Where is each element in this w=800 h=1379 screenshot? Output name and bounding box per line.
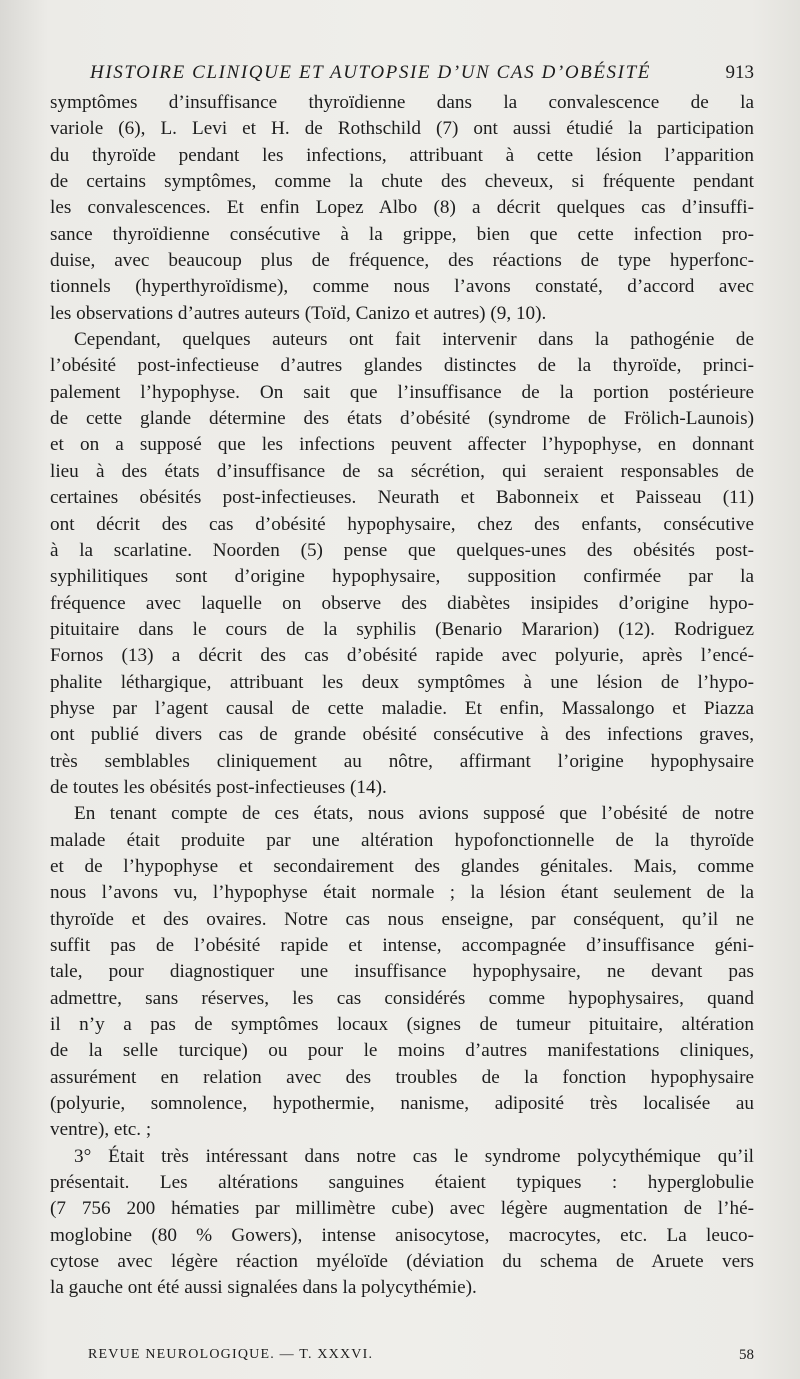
text-line: admettre, sans réserves, les cas considérés comme hypophysaires, quand — [50, 987, 754, 1009]
text-line: tale, pour diagnostiquer une insuffisance hypophysaire, ne devant pas — [50, 961, 754, 983]
text-line: certaines obésités post-infectieuses. Neurath et Babonneix et Paisseau (11) — [50, 487, 754, 509]
text-line: thyroïde et des ovaires. Notre cas nous enseigne, par conséquent, qu’il ne — [50, 908, 754, 930]
text-line: En tenant compte de ces états, nous avions supposé que l’obésité de notre — [74, 803, 754, 825]
sheet-number: 58 — [739, 1347, 754, 1363]
text-line: Cependant, quelques auteurs ont fait intervenir dans la pathogénie de — [74, 329, 754, 351]
text-line: (polyurie, somnolence, hypothermie, nanisme, adiposité très localisée au — [50, 1093, 754, 1115]
text-line: tionnels (hyperthyroïdisme), comme nous l’avons constaté, d’accord avec — [50, 276, 754, 298]
text-line: suffit pas de l’obésité rapide et intense, accompagnée d’insuffisance géni- — [50, 935, 754, 956]
running-title: HISTOIRE CLINIQUE ET AUTOPSIE D’UN CAS D’OBÉSITÉ — [90, 62, 651, 83]
text-line: physe par l’agent causal de cette maladie. Et enfin, Massalongo et Piazza — [50, 697, 754, 719]
text-line: de toutes les obésités post-infectieuses (14). — [50, 776, 387, 798]
text-line: de cette glande détermine des états d’obésité (syndrome de Frölich-Launois) — [50, 408, 754, 430]
text-line: fréquence avec laquelle on observe des diabètes insipides d’origine hypo- — [50, 592, 754, 614]
text-line: assurément en relation avec des troubles de la fonction hypophysaire — [50, 1066, 754, 1088]
text-line: duise, avec beaucoup plus de fréquence, des réactions de type hyperfonc- — [50, 250, 754, 272]
text-line: ont publié divers cas de grande obésité consécutive à des infections graves, — [50, 724, 754, 746]
text-line: ont décrit des cas d’obésité hypophysaire, chez des enfants, consécutive — [50, 513, 754, 535]
text-line: palement l’hypophyse. On sait que l’insuffisance de la portion postérieure — [50, 381, 754, 403]
text-line: Fornos (13) a décrit des cas d’obésité rapide avec polyurie, après l’encé- — [50, 645, 754, 667]
running-header — [90, 62, 754, 90]
text-line: présentait. Les altérations sanguines étaient typiques : hyperglobulie — [50, 1172, 754, 1194]
text-line: de la selle turcique) ou pour le moins d’autres manifestations cliniques, — [50, 1040, 754, 1062]
text-line: et de l’hypophyse et secondairement des glandes génitales. Mais, comme — [50, 855, 754, 877]
text-line: sance thyroïdienne consécutive à la grippe, bien que cette infection pro- — [50, 223, 754, 245]
text-line: cytose avec légère réaction myéloïde (déviation du schema de Aruete vers — [50, 1251, 754, 1273]
page-footer — [88, 1347, 754, 1371]
text-line: du thyroïde pendant les infections, attribuant à cette lésion l’apparition — [50, 144, 754, 166]
text-line: et on a supposé que les infections peuvent affecter l’hypophyse, en donnant — [50, 434, 754, 456]
text-line: ventre), etc. ; — [50, 1119, 152, 1141]
text-line: syphilitiques sont d’origine hypophysaire, supposition confirmée par la — [50, 566, 754, 588]
text-line: de certains symptômes, comme la chute des cheveux, si fréquente pendant — [50, 171, 754, 193]
text-line: les convalescences. Et enfin Lopez Albo (8) a décrit quelques cas d’insuffi- — [50, 197, 754, 219]
page-number: 913 — [725, 62, 754, 83]
text-line: la gauche ont été aussi signalées dans la polycythémie). — [50, 1277, 477, 1299]
body-text — [50, 90, 754, 1302]
text-line: malade était produite par une altération hypofonctionnelle de la thyroïde — [50, 829, 754, 851]
text-line: il n’y a pas de symptômes locaux (signes de tumeur pituitaire, altération — [50, 1014, 754, 1036]
text-line: à la scarlatine. Noorden (5) pense que quelques-unes des obésités post- — [50, 539, 754, 561]
text-line: pituitaire dans le cours de la syphilis (Benario Mararion) (12). Rodriguez — [50, 618, 754, 640]
text-line: les observations d’autres auteurs (Toïd, Canizo et autres) (9, 10). — [50, 302, 547, 324]
journal-signature: REVUE NEUROLOGIQUE. — T. XXXVI. — [88, 1347, 374, 1362]
text-line: phalite léthargique, attribuant les deux symptômes à une lésion de l’hypo- — [50, 671, 754, 693]
text-line: symptômes d’insuffisance thyroïdienne dans la convalescence de la — [50, 92, 754, 113]
text-line: (7 756 200 hématies par millimètre cube) avec légère augmentation de l’hé- — [50, 1198, 754, 1220]
text-line: variole (6), L. Levi et H. de Rothschild (7) ont aussi étudié la participation — [50, 118, 754, 140]
text-line: 3° Était très intéressant dans notre cas le syndrome polycythémique qu’il — [74, 1145, 754, 1167]
text-line: nous l’avons vu, l’hypophyse était normale ; la lésion étant seulement de la — [50, 882, 754, 904]
text-line: moglobine (80 % Gowers), intense anisocytose, macrocytes, etc. La leuco- — [50, 1224, 754, 1246]
text-line: lieu à des états d’insuffisance de sa sécrétion, qui seraient responsables de — [50, 460, 754, 482]
text-line: très semblables cliniquement au nôtre, affirmant l’origine hypophysaire — [50, 750, 754, 772]
text-line: l’obésité post-infectieuse d’autres glandes distinctes de la thyroïde, princi- — [50, 355, 754, 377]
